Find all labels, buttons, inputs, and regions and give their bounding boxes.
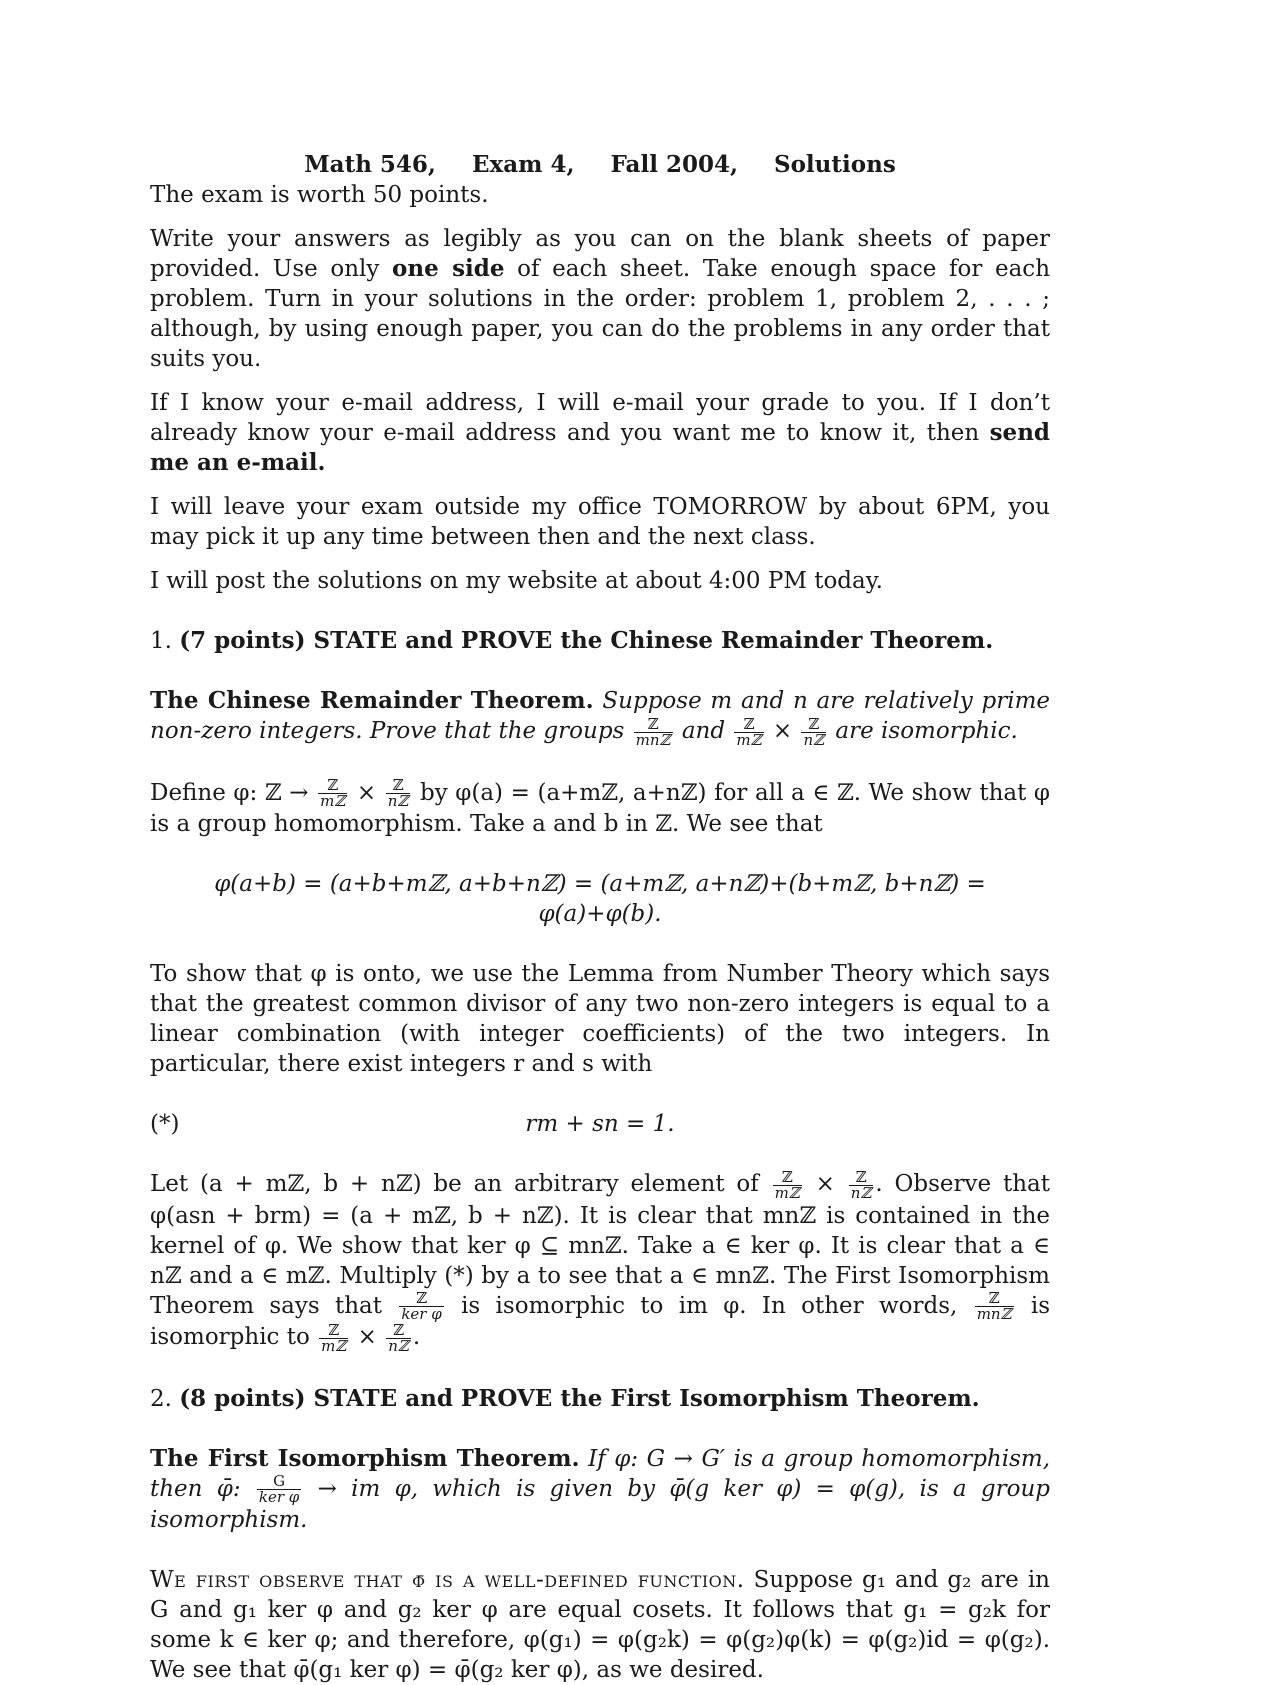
- title-kind: Solutions: [773, 151, 896, 178]
- fraction-g-kerphi: $\frac{G}{\text{ker φ}}$: [258, 1472, 300, 1506]
- star-equation: rm + sn = 1.: [525, 1111, 675, 1137]
- define-phi-paragraph: Define φ: ℤ → $\frac{\text{ℤ}}{\text{mℤ}}$ × $\frac{\text{ℤ}}{\text{nℤ}}$ by φ(a) = (a+mℤ, a+nℤ) for all a ∈ ℤ. We show that φ is a group homomorphism. Take a and b in ℤ. We see that: [150, 776, 1051, 837]
- kernel-paragraph: Let (a + mℤ, b + nℤ) be an arbitrary element of $\frac{\text{ℤ}}{\text{mℤ}}$ × $\frac{\text{ℤ}}{\text{nℤ}}$ . Observe that φ(asn + brm) = (a + mℤ, b + nℤ). It is clear that mnℤ is contained in the kernel of φ. We show that ker φ ⊆ mnℤ. Take a ∈ ker φ. It is clear that a ∈ nℤ and a ∈ mℤ. Multiply (*) by a to see that a ∈ mnℤ. The First Isomorphism Theorem says that $\frac{\text{ℤ}}{\text{ker φ}}$ is isomorphic to im φ. In other words, $\frac{\text{ℤ}}{\text{mnℤ}}$ is isomorphic to $\frac{\text{ℤ}}{\text{mℤ}}$ × $\frac{\text{ℤ}}{\text{nℤ}}$ .: [150, 1167, 1051, 1355]
- exam-worth: The exam is worth 50 points.: [150, 182, 489, 208]
- fraction-z-kerphi: $\frac{\text{ℤ}}{\text{ker φ}}$: [401, 1289, 442, 1323]
- well-defined-paragraph: We first observe that φ̄ is a well-defined function. Suppose g₁ and g₂ are in G and g₁ ker φ and g₂ ker φ are equal cosets. It follows that g₁ = g₂k for some k ∈ ker φ; and therefore, φ(g₁) = φ(g₂k) = φ(g₂)φ(k) = φ(g₂)id = φ(g₂). We see that φ̄(g₁ ker φ) = φ̄(g₂ ker φ), as we desired.: [150, 1567, 1050, 1683]
- problem-1-heading: 1. (7 points) STATE and PROVE the Chinese Remainder Theorem.: [150, 627, 994, 654]
- document-page: [150, 150, 1050, 1685]
- star-equation-row: [150, 1109, 1050, 1139]
- page-title: [150, 150, 1050, 180]
- homomorphism-equation: φ(a+b) = (a+b+mℤ, a+b+nℤ) = (a+mℤ, a+nℤ)+(b+mℤ, b+nℤ) = φ(a)+φ(b).: [214, 871, 986, 927]
- fraction-z-mz: $\frac{\text{ℤ}}{\text{mℤ}}$: [736, 714, 762, 749]
- instructions-paragraph: Write your answers as legibly as you can on the blank sheets of paper provided. Use only one side of each sheet. Take enough space for each problem. Turn in your solutions in the order: problem 1, problem 2, . . . ; although, by using enough paper, you can do the problems in any order that suits you.: [150, 226, 1051, 372]
- fraction-z-mnz: $\frac{\text{ℤ}}{\text{mnℤ}}$: [635, 714, 671, 749]
- bold-one-side: one side: [392, 255, 505, 282]
- title-term: Fall 2004,: [610, 151, 738, 178]
- email-paragraph: If I know your e-mail address, I will e-mail your grade to you. If I don’t already know your e-mail address and you want me to know it, then send me an e-mail.: [150, 390, 1050, 476]
- pickup-paragraph: I will leave your exam outside my office TOMORROW by about 6PM, you may pick it up any time between then and the next class.: [150, 494, 1050, 550]
- problem-2-heading: 2. (8 points) STATE and PROVE the First Isomorphism Theorem.: [150, 1384, 980, 1412]
- fit-statement: The First Isomorphism Theorem. If φ: G → G′ is a group homomorphism, then φ̄: $\frac{G}{\text{ker φ}}$ → im φ, which is given by φ̄(g ker φ) = φ(g), is a group isomorphism.: [150, 1444, 1051, 1533]
- fraction-z-nz: $\frac{\text{ℤ}}{\text{nℤ}}$: [803, 714, 825, 749]
- bold-send-email: send me an e-mail.: [150, 419, 1050, 476]
- solutions-paragraph: I will post the solutions on my website at about 4:00 PM today.: [150, 568, 883, 594]
- crt-statement: The Chinese Remainder Theorem. Suppose m and n are relatively prime non-zero integers. Prove that the groups $\frac{\text{ℤ}}{\text{mnℤ}}$ and $\frac{\text{ℤ}}{\text{mℤ}}$ × $\frac{\text{ℤ}}{\text{nℤ}}$ are isomorphic.: [150, 687, 1051, 749]
- title-exam: Exam 4,: [471, 151, 575, 178]
- title-course: Math 546,: [304, 151, 436, 178]
- star-label: (*): [150, 1111, 180, 1137]
- onto-paragraph: To show that φ is onto, we use the Lemma from Number Theory which says that the greatest common divisor of any two non-zero integers is equal to a linear combination (with integer coefficients) of the two integers. In particular, there exist integers r and s with: [150, 961, 1050, 1077]
